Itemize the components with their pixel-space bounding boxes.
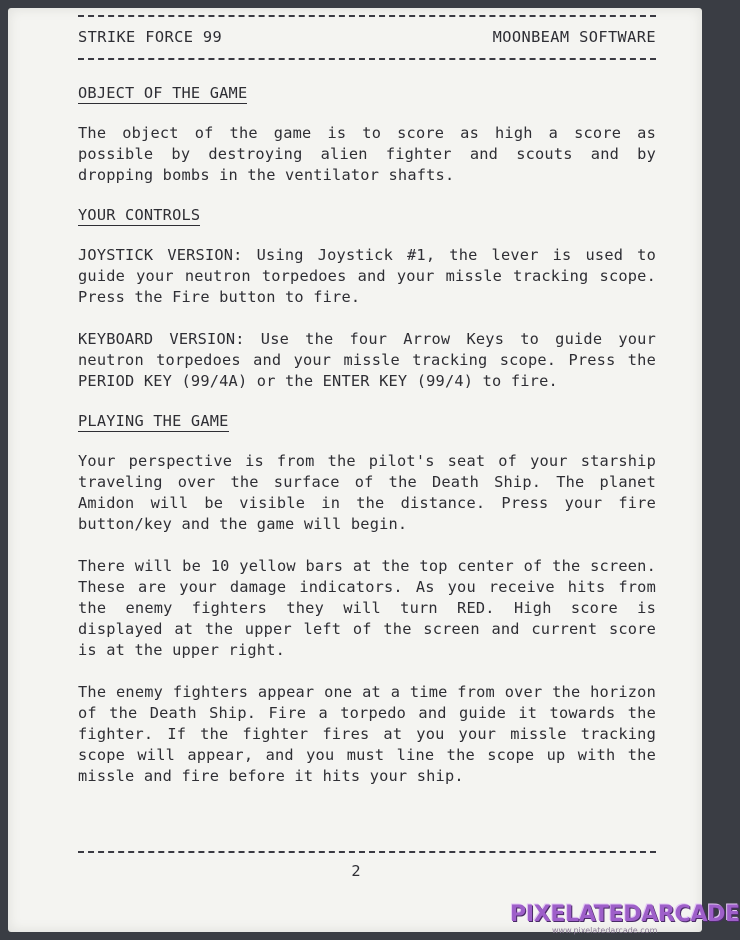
watermark-url: www.pixelatedarcade.com bbox=[552, 926, 658, 935]
manual-page bbox=[78, 8, 656, 787]
section-playing bbox=[78, 412, 656, 432]
paragraph: The object of the game is to score as high a score as possible by destroying alien fighter and scouts and by dropping bombs in the ventilator shafts. bbox=[78, 124, 656, 184]
paragraph: There will be 10 yellow bars at the top center of the screen. These are your damage indicators. As you receive hits from the enemy fighters they will turn RED. High score is displayed at the upper left of the screen and current score is at the upper right. bbox=[78, 557, 656, 659]
paragraph: Your perspective is from the pilot's seat of your starship traveling over the surface of the Death Ship. The planet Amidon will be visible in the distance. Press your fire button/key and the game will begin. bbox=[78, 452, 656, 533]
section-controls bbox=[78, 206, 656, 226]
publisher-name: MOONBEAM SOFTWARE bbox=[492, 28, 656, 46]
paragraph: KEYBOARD VERSION: Use the four Arrow Keys to guide your neutron torpedoes and your missle tracking scope. Press the PERIOD KEY (99/4A) or the ENTER KEY (99/4) to fire. bbox=[78, 330, 656, 390]
paragraph: The enemy fighters appear one at a time from over the horizon of the Death Ship. Fire a torpedo and guide it towards the fighter. If the fighter fires at you your missle tracking scope will appear, and you must line the scope up with the missle and fire before it hits your ship. bbox=[78, 683, 656, 785]
page-number: 2 bbox=[351, 862, 361, 880]
page-header bbox=[78, 17, 656, 58]
section-object bbox=[78, 84, 656, 104]
game-title: STRIKE FORCE 99 bbox=[78, 28, 223, 46]
footer-rule bbox=[78, 851, 656, 853]
section-heading: OBJECT OF THE GAME bbox=[78, 84, 248, 102]
section-heading: YOUR CONTROLS bbox=[78, 206, 201, 224]
paragraph: JOYSTICK VERSION: Using Joystick #1, the lever is used to guide your neutron torpedoes and your missle tracking scope. Press the Fire button to fire. bbox=[78, 246, 656, 306]
section-heading: PLAYING THE GAME bbox=[78, 412, 229, 430]
header-bottom-rule bbox=[78, 58, 656, 60]
watermark-logo: PIXELATEDARCADE bbox=[510, 902, 740, 927]
